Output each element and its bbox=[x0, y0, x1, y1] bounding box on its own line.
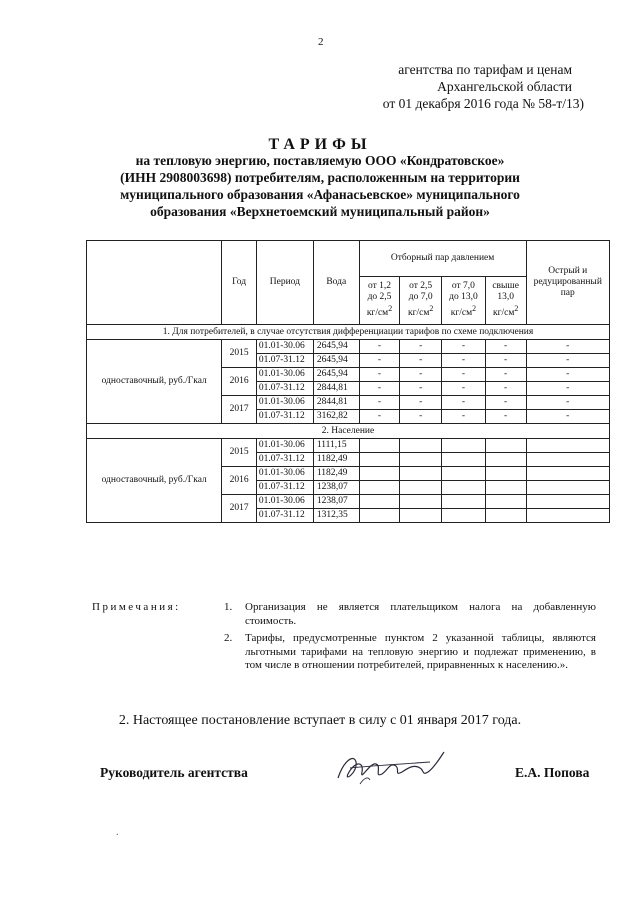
note-item: 2. Тарифы, предусмотренные пунктом 2 указанной таблицы, являются льготными тарифами на тепловую энергию и подлежат применению, в том числе в отношении потребителей, приравненных к населению.». bbox=[224, 632, 596, 671]
steam-1-cell bbox=[359, 453, 400, 467]
steam-1-cell bbox=[359, 509, 400, 523]
table-row bbox=[87, 340, 610, 354]
steam-4-cell: - bbox=[485, 396, 526, 410]
period-cell: 01.07-31.12 bbox=[256, 509, 313, 523]
sharp-steam-cell bbox=[526, 439, 610, 453]
stray-mark: . bbox=[116, 827, 119, 838]
header-steam-col-4: свыше 13,0 $кг/см^2$ bbox=[485, 277, 526, 325]
steam-3-cell bbox=[442, 453, 486, 467]
steam-3-cell: - bbox=[442, 396, 486, 410]
period-cell: 01.01-30.06 bbox=[256, 467, 313, 481]
handwritten-signature bbox=[330, 748, 455, 790]
water-cell: 2844,81 bbox=[313, 396, 359, 410]
header-period: Период bbox=[256, 241, 313, 325]
steam-1-cell bbox=[359, 439, 400, 453]
steam-3-cell: - bbox=[442, 340, 486, 354]
year-cell: 2017 bbox=[222, 396, 257, 424]
steam-4-cell: - bbox=[485, 340, 526, 354]
steam-3-cell bbox=[442, 495, 486, 509]
steam-1-cell bbox=[359, 481, 400, 495]
section-title: 2. Население bbox=[87, 424, 610, 439]
header-water: Вода bbox=[313, 241, 359, 325]
water-cell: 1111,15 bbox=[313, 439, 359, 453]
steam-4-cell: - bbox=[485, 382, 526, 396]
header-steam: Отборный пар давлением bbox=[359, 241, 526, 277]
sharp-steam-cell bbox=[526, 453, 610, 467]
period-cell: 01.07-31.12 bbox=[256, 354, 313, 368]
steam-2-cell: - bbox=[400, 382, 442, 396]
subtitle-line-3: муниципального образования «Афанасьевское» муниципального bbox=[120, 187, 520, 202]
period-cell: 01.07-31.12 bbox=[256, 410, 313, 424]
period-cell: 01.07-31.12 bbox=[256, 453, 313, 467]
year-cell: 2017 bbox=[222, 495, 257, 523]
water-cell: 1238,07 bbox=[313, 481, 359, 495]
section-header-row bbox=[87, 424, 610, 439]
year-cell: 2016 bbox=[222, 467, 257, 495]
page-number: 2 bbox=[318, 36, 324, 48]
subtitle-line-4: образования «Верхнетоемский муниципальный район» bbox=[150, 204, 490, 219]
steam-2-cell: - bbox=[400, 354, 442, 368]
note-item: 1. Организация не является плательщиком налога на добавленную стоимость. bbox=[224, 601, 596, 627]
steam-3-cell: - bbox=[442, 368, 486, 382]
notes-label: Примечания: bbox=[92, 601, 181, 613]
year-cell: 2015 bbox=[222, 340, 257, 368]
steam-3-cell bbox=[442, 509, 486, 523]
water-cell: 1238,07 bbox=[313, 495, 359, 509]
water-cell: 2645,94 bbox=[313, 354, 359, 368]
steam-4-cell bbox=[485, 453, 526, 467]
section-header-row bbox=[87, 325, 610, 340]
period-cell: 01.01-30.06 bbox=[256, 439, 313, 453]
sharp-steam-cell: - bbox=[526, 396, 610, 410]
steam-1-cell: - bbox=[359, 368, 400, 382]
steam-2-cell: - bbox=[400, 410, 442, 424]
steam-1-cell: - bbox=[359, 410, 400, 424]
steam-2-cell: - bbox=[400, 368, 442, 382]
rate-type-label: одноставочный, руб./Гкал bbox=[87, 439, 222, 523]
tariff-table bbox=[86, 240, 610, 523]
year-cell: 2015 bbox=[222, 439, 257, 467]
subtitle-line-2: (ИНН 2908003698) потребителям, расположенным на территории bbox=[120, 170, 520, 185]
steam-2-cell bbox=[400, 467, 442, 481]
sharp-steam-cell: - bbox=[526, 354, 610, 368]
water-cell: 1182,49 bbox=[313, 467, 359, 481]
steam-2-cell bbox=[400, 453, 442, 467]
steam-4-cell: - bbox=[485, 410, 526, 424]
header-steam-col-3: от 7,0 до 13,0 $кг/см^2$ bbox=[442, 277, 486, 325]
steam-4-cell bbox=[485, 467, 526, 481]
steam-4-cell bbox=[485, 439, 526, 453]
header-line-3: от 01 декабря 2016 года № 58-т/13) bbox=[382, 96, 584, 111]
header-steam-col-1: от 1,2 до 2,5 $кг/см^2$ bbox=[359, 277, 400, 325]
sharp-steam-cell: - bbox=[526, 410, 610, 424]
signature-name: Е.А. Попова bbox=[515, 765, 590, 780]
sharp-steam-cell bbox=[526, 495, 610, 509]
subtitle-line-1: на тепловую энергию, поставляемую ООО «Кондратовское» bbox=[135, 153, 505, 168]
steam-2-cell bbox=[400, 495, 442, 509]
water-cell: 2645,94 bbox=[313, 340, 359, 354]
header-sharp-steam: Острый и редуцированный пар bbox=[526, 241, 610, 325]
header-steam-col-2: от 2,5 до 7,0 $кг/см^2$ bbox=[400, 277, 442, 325]
steam-2-cell bbox=[400, 439, 442, 453]
header-line-1: агентства по тарифам и ценам bbox=[398, 62, 572, 77]
water-cell: 2844,81 bbox=[313, 382, 359, 396]
period-cell: 01.07-31.12 bbox=[256, 481, 313, 495]
steam-2-cell: - bbox=[400, 396, 442, 410]
year-cell: 2016 bbox=[222, 368, 257, 396]
steam-3-cell bbox=[442, 481, 486, 495]
rate-type-label: одноставочный, руб./Гкал bbox=[87, 340, 222, 424]
steam-3-cell bbox=[442, 439, 486, 453]
steam-4-cell bbox=[485, 509, 526, 523]
steam-4-cell: - bbox=[485, 354, 526, 368]
steam-3-cell: - bbox=[442, 410, 486, 424]
signature-role: Руководитель агентства bbox=[100, 765, 248, 780]
steam-1-cell: - bbox=[359, 382, 400, 396]
paragraph-2: 2. Настоящее постановление вступает в силу с 01 января 2017 года. bbox=[118, 713, 522, 728]
sharp-steam-cell: - bbox=[526, 340, 610, 354]
steam-2-cell bbox=[400, 481, 442, 495]
steam-4-cell: - bbox=[485, 368, 526, 382]
period-cell: 01.01-30.06 bbox=[256, 495, 313, 509]
water-cell: 2645,94 bbox=[313, 368, 359, 382]
steam-4-cell bbox=[485, 495, 526, 509]
sharp-steam-cell bbox=[526, 467, 610, 481]
header-line-2: Архангельской области bbox=[437, 79, 572, 94]
water-cell: 1312,35 bbox=[313, 509, 359, 523]
section-title: 1. Для потребителей, в случае отсутствия дифференциации тарифов по схеме подключения bbox=[87, 325, 610, 340]
water-cell: 3162,82 bbox=[313, 410, 359, 424]
steam-2-cell: - bbox=[400, 340, 442, 354]
steam-1-cell bbox=[359, 495, 400, 509]
document-title: ТАРИФЫ bbox=[268, 136, 372, 153]
steam-1-cell: - bbox=[359, 340, 400, 354]
table-row bbox=[87, 439, 610, 453]
steam-2-cell bbox=[400, 509, 442, 523]
sharp-steam-cell bbox=[526, 481, 610, 495]
steam-1-cell bbox=[359, 467, 400, 481]
period-cell: 01.01-30.06 bbox=[256, 368, 313, 382]
steam-3-cell bbox=[442, 467, 486, 481]
header-year: Год bbox=[222, 241, 257, 325]
steam-4-cell bbox=[485, 481, 526, 495]
steam-1-cell: - bbox=[359, 396, 400, 410]
period-cell: 01.07-31.12 bbox=[256, 382, 313, 396]
steam-1-cell: - bbox=[359, 354, 400, 368]
period-cell: 01.01-30.06 bbox=[256, 396, 313, 410]
sharp-steam-cell bbox=[526, 509, 610, 523]
sharp-steam-cell: - bbox=[526, 382, 610, 396]
sharp-steam-cell: - bbox=[526, 368, 610, 382]
period-cell: 01.01-30.06 bbox=[256, 340, 313, 354]
steam-3-cell: - bbox=[442, 354, 486, 368]
header-blank-cell bbox=[87, 241, 222, 325]
water-cell: 1182,49 bbox=[313, 453, 359, 467]
steam-3-cell: - bbox=[442, 382, 486, 396]
